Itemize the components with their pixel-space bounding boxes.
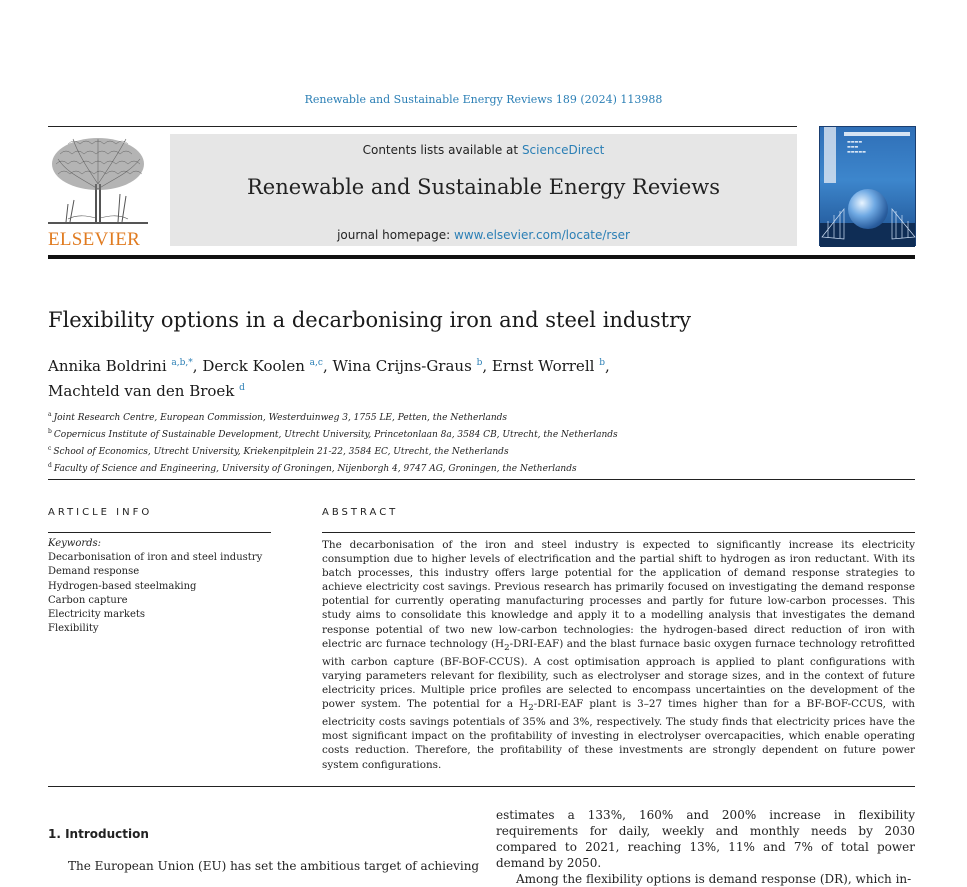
abstract-heading: ABSTRACT: [322, 507, 399, 518]
journal-title: Renewable and Sustainable Energy Reviews: [246, 175, 721, 199]
homepage-line: [170, 228, 797, 242]
affiliation-item: [48, 425, 748, 442]
author-list: Annika Boldrini $^{a,b,*}$, Derck Koolen $^{a,c}$, Wina Crijns-Graus $^b$, Ernst Worrell $^b$, Machteld van den Broek $^d$: [48, 357, 610, 400]
affiliation-text: Copernicus Institute of Sustainable Development, Utrecht University, Princetonlaan 8a, 3584 CB, Utrecht, the Netherlands: [53, 430, 618, 440]
abstract-part: -DRI-EAF) and the blast furnace basic oxygen furnace technology retrofitted with carbon capture (BF-BOF-CCUS). A cost optimisation approach is applied to plant configurations with varying parameters relevant for flexibility, such as electrolyser and storage sizes, and in the context of future electricity prices. Multiple price profiles are selected to encompass uncertainties on the development of the power system. The potential for a H: [322, 637, 916, 711]
abstract-rule: [322, 532, 915, 533]
cover-solar-panels-icon: [820, 197, 917, 247]
introduction-first-line: The European Union (EU) has set the ambitious target of achieving: [68, 859, 480, 873]
header-top-rule: [48, 126, 797, 127]
keyword-item: Carbon capture: [48, 594, 128, 606]
right-column-text: [496, 807, 915, 887]
contents-line: [170, 143, 797, 157]
journal-homepage-link[interactable]: www.elsevier.com/locate/rser: [454, 228, 630, 242]
author-name[interactable]: Derck Koolen: [202, 357, 305, 375]
author-name[interactable]: Machteld van den Broek: [48, 382, 235, 400]
body-paragraph: estimates a 133%, 160% and 200% increase in flexibility requirements for daily, weekly and monthly needs by 2030 compared to 2021, reaching 13%, 11% and 7% of total power demand by 2050.: [496, 808, 915, 870]
article-info-heading: ARTICLE INFO: [48, 507, 153, 518]
article-info-rule: [48, 532, 271, 533]
abstract-subscript: 2: [528, 703, 534, 714]
affiliation-text: Joint Research Centre, European Commission, Westerduinweg 3, 1755 LE, Petten, the Netherlands: [53, 413, 508, 423]
body-paragraph: Among the flexibility options is demand response (DR), which in-: [516, 872, 912, 886]
abstract-bottom-rule: [48, 786, 915, 787]
abstract-subscript: 2: [504, 642, 510, 653]
keyword-item: Demand response: [48, 566, 140, 578]
homepage-prefix: journal homepage:: [337, 228, 455, 242]
journal-reference-link[interactable]: Renewable and Sustainable Energy Reviews 189 (2024) 113988: [304, 93, 663, 106]
keywords-block: [48, 537, 278, 636]
keyword-item: Electricity markets: [48, 609, 146, 621]
keyword-item: Decarbonisation of iron and steel industry: [48, 552, 263, 564]
cover-band: [844, 132, 910, 136]
affiliation-item: [48, 442, 748, 459]
author-name[interactable]: Ernst Worrell: [491, 357, 595, 375]
keyword-item: Flexibility: [48, 623, 99, 635]
affiliation-mark: c: [48, 445, 52, 452]
elsevier-wordmark[interactable]: ELSEVIER: [48, 229, 141, 250]
cover-title-block: ▬▬▬▬ ▬▬▬ ▬▬▬▬▬: [847, 139, 866, 154]
section-divider: [48, 479, 915, 480]
journal-banner: [170, 134, 797, 246]
affiliation-mark: d: [48, 462, 52, 469]
author-affiliation-marks[interactable]: a,b,*: [171, 358, 193, 368]
contents-prefix: Contents lists available at: [362, 143, 522, 157]
introduction-heading: 1. Introduction: [48, 827, 149, 841]
author-affiliation-marks[interactable]: d: [239, 383, 245, 393]
author-affiliation-marks[interactable]: a,c: [309, 358, 323, 368]
keywords-label: Keywords:: [48, 538, 102, 549]
affiliation-mark: b: [48, 428, 52, 435]
abstract-part: -DRI-EAF plant is 3–27 times higher than for a BF-BOF-CCUS, with electricity costs savings potentials of 35% and 3%, respectively. The study finds that electricity prices have the most significant impact on the profitability of investing in electrolyser overcapacities, which enable operating costs reduction. Therefore, the profitability of these investments are strongly dependent on future power system configurations.: [322, 698, 915, 771]
author-name[interactable]: Annika Boldrini: [48, 357, 167, 375]
abstract-text: [322, 538, 915, 772]
header-thick-rule: [48, 255, 915, 259]
keyword-item: Hydrogen-based steelmaking: [48, 580, 197, 592]
affiliation-item: [48, 408, 748, 425]
affiliation-list: [48, 408, 748, 476]
sciencedirect-link[interactable]: ScienceDirect: [521, 143, 605, 157]
cover-side-strip: [824, 127, 836, 183]
author-affiliation-marks[interactable]: b: [476, 358, 483, 368]
abstract-part: The decarbonisation of the iron and steel industry is expected to significantly increase its electricity consumption due to higher levels of electrification and the partial shift to hydrogen as iron reductant. With its batch processes, this industry offers large potential for the application of demand response strategies to achieve electricity cost savings. Previous research has primarily focused on investigating the demand response potential for currently operating manufacturing processes and partly for future low-carbon processes. This study aims to consolidate this knowledge and apply it to a modelling analysis that investigates the demand response potential of two new low-carbon technologies: the hydrogen-based direct reduction of iron with electric arc furnace technology (H: [322, 539, 915, 650]
affiliation-mark: a: [48, 411, 52, 418]
journal-cover-image[interactable]: [819, 126, 916, 246]
author-name[interactable]: Wina Crijns-Graus: [332, 357, 472, 375]
article-title: Flexibility options in a decarbonising iron and steel industry: [48, 308, 692, 332]
affiliation-text: School of Economics, Utrecht University, Kriekenpitplein 21-22, 3584 EC, Utrecht, the Netherlands: [53, 447, 509, 457]
affiliation-item: [48, 459, 748, 476]
affiliation-text: Faculty of Science and Engineering, University of Groningen, Nijenborgh 4, 9747 AG, Groningen, the Netherlands: [53, 464, 577, 474]
author-affiliation-marks[interactable]: b: [599, 358, 605, 368]
